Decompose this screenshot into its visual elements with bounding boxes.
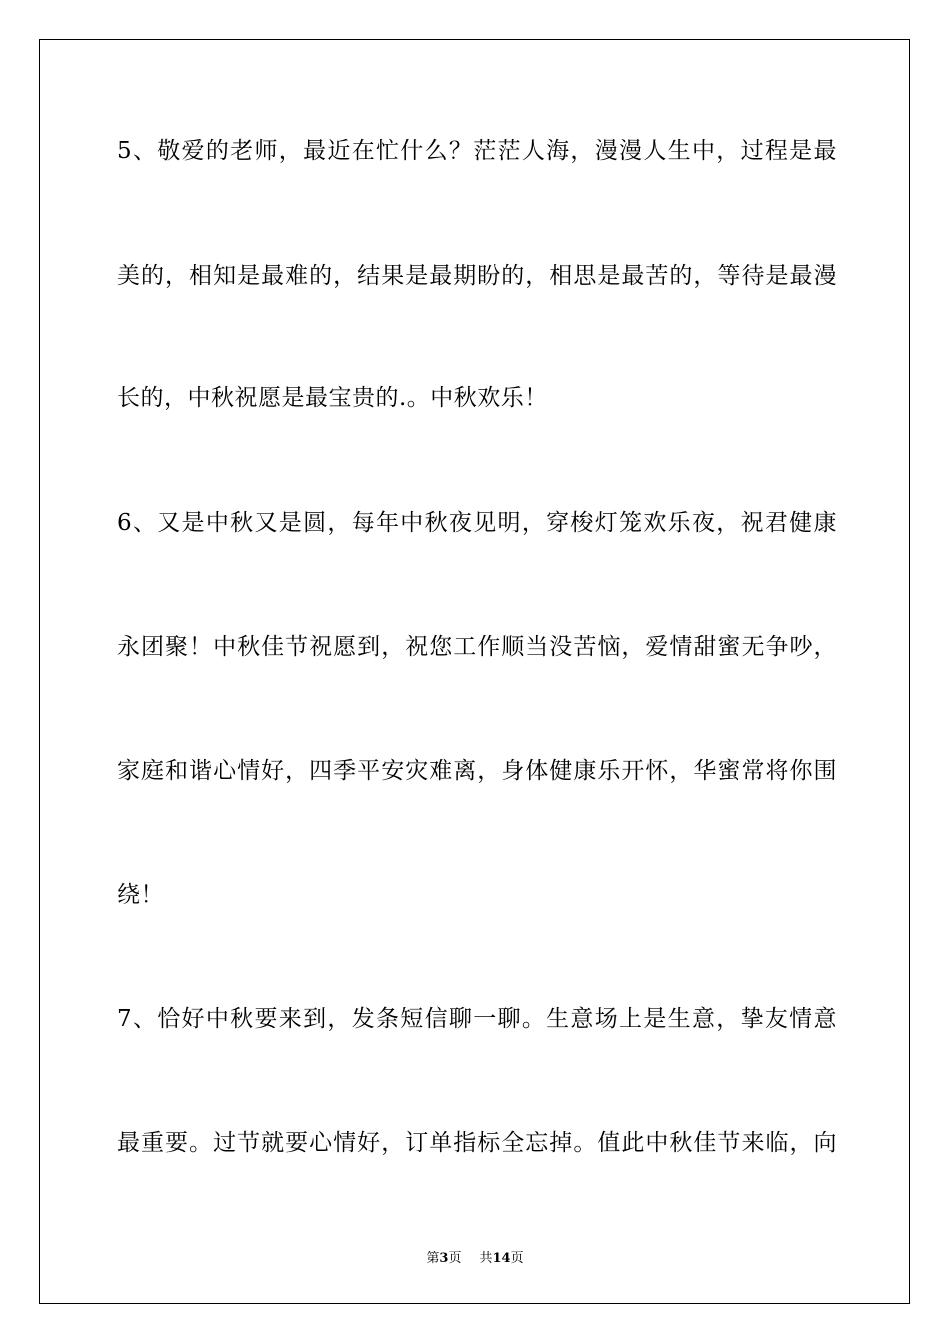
page-number: 3 (439, 1251, 449, 1266)
page-footer (0, 1247, 950, 1266)
text-line: 7、恰好中秋要来到，发条短信聊一聊。生意场上是生意，挚友情意 (117, 1006, 837, 1032)
total-prefix: 共 (479, 1251, 493, 1266)
text-line: 美的，相知是最难的，结果是最期盼的，相思是最苦的，等待是最漫 (117, 263, 837, 289)
text-line: 家庭和谐心情好，四季平安灾难离，身体健康乐开怀，华蜜常将你围 (117, 758, 837, 784)
page-suffix: 页 (448, 1251, 462, 1266)
text-line: 6、又是中秋又是圆，每年中秋夜见明，穿梭灯笼欢乐夜，祝君健康 (117, 510, 837, 536)
text-line: 长的，中秋祝愿是最宝贵的.。中秋欢乐！ (117, 385, 548, 411)
text-line: 绕！ (117, 882, 164, 908)
page-border (39, 39, 910, 1304)
text-line: 5、敬爱的老师，最近在忙什么？茫茫人海，漫漫人生中，过程是最 (117, 138, 837, 164)
total-pages: 14 (492, 1251, 511, 1266)
page-prefix: 第 (426, 1251, 440, 1266)
total-suffix: 页 (510, 1251, 524, 1266)
text-line: 永团聚！中秋佳节祝愿到，祝您工作顺当没苦恼，爱情甜蜜无争吵， (117, 634, 837, 660)
text-line: 最重要。过节就要心情好，订单指标全忘掉。值此中秋佳节来临，向 (117, 1130, 837, 1156)
